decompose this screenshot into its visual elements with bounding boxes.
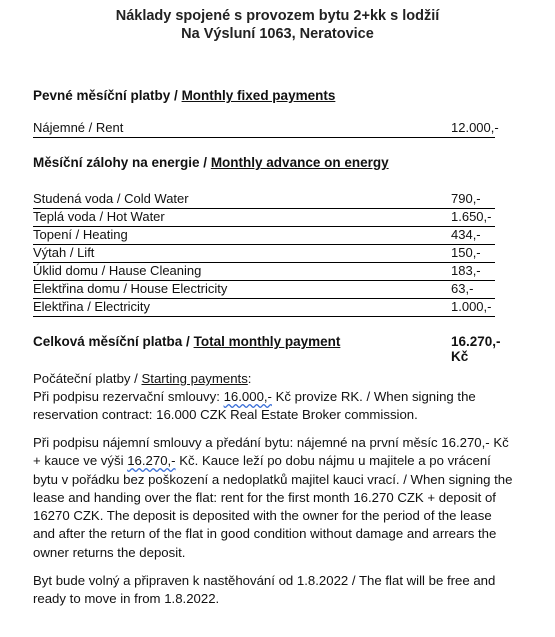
reservation-text-b: Kč provize RK. / When signing the reservation contract: 16.000 CZK Real Estate Broker commission. [33, 389, 476, 423]
hot-water-amount: 1.650,- [451, 209, 492, 224]
document-title-line-2: Na Výsluní 1063, Neratovice [181, 26, 374, 42]
electricity-row [33, 299, 495, 317]
rent-label: Nájemné / Rent [33, 120, 124, 135]
move-in-paragraph: Byt bude volný a připraven k nastěhování od 1.8.2022 / The flat will be free and ready to move in from 1.8.2022. [33, 573, 496, 607]
cold-water-label: Studená voda / Cold Water [33, 191, 189, 206]
lease-amount: 16.270,- [127, 453, 176, 469]
starting-heading-en: Starting payments [141, 371, 248, 386]
reservation-paragraph [33, 388, 513, 425]
total-label-en: Total monthly payment [193, 334, 341, 349]
reservation-amount: 16.000,- [223, 389, 272, 404]
house-cleaning-amount: 183,- [451, 263, 481, 278]
energy-heading-cz: Měsíční zálohy na energie / [33, 155, 211, 170]
hot-water-label: Teplá voda / Hot Water [33, 209, 165, 224]
fixed-payments-heading-en: Monthly fixed payments [181, 88, 336, 103]
house-cleaning-row [33, 263, 495, 281]
rent-row [33, 120, 499, 138]
hot-water-row [33, 209, 495, 227]
rent-amount: 12.000,- [451, 120, 499, 135]
electricity-label: Elektřina / Electricity [33, 299, 151, 314]
lease-text-b: Kč. Kauce leží po dobu nájmu u majitele a po vrácení bytu v pořádku bez poškození a nedoplatků majitel kauci vrací. / When signing the lease and handing over the flat: rent for the first month 16.270 CZK + deposit of 16270 CZK. The deposit is deposited with the owner for the period of the lease and after the return of the flat in good condition without damage and arrears the owner returns the deposit. [33, 453, 513, 560]
starting-heading-colon: : [247, 371, 252, 386]
lift-row [33, 245, 495, 263]
cold-water-row [33, 191, 495, 209]
starting-payments-heading [33, 370, 513, 388]
house-electricity-label: Elektřina domu / House Electricity [33, 281, 228, 296]
lease-paragraph [33, 434, 513, 562]
electricity-amount: 1.000,- [451, 299, 492, 314]
heating-label: Topení / Heating [33, 227, 128, 242]
fixed-payments-heading [33, 88, 335, 103]
total-amount: 16.270,- Kč [451, 334, 501, 364]
document-title-line-1: Náklady spojené s provozem bytu 2+kk s lodžií [115, 8, 440, 24]
reservation-text-a: Při podpisu rezervační smlouvy: [33, 389, 224, 404]
house-electricity-row [33, 281, 495, 299]
heating-amount: 434,- [451, 227, 481, 242]
energy-advance-heading [33, 155, 389, 170]
house-electricity-amount: 63,- [451, 281, 474, 296]
house-cleaning-label: Úklid domu / Hause Cleaning [33, 263, 202, 278]
starting-heading-cz: Počáteční platby / [33, 371, 142, 386]
total-monthly-payment [33, 334, 521, 364]
heating-row [33, 227, 495, 245]
energy-heading-en: Monthly advance on energy [210, 155, 389, 170]
total-label-cz: Celková měsíční platba / [33, 334, 194, 349]
lift-label: Výtah / Lift [33, 245, 95, 260]
lift-amount: 150,- [451, 245, 481, 260]
fixed-payments-heading-cz: Pevné měsíční platby / [33, 88, 182, 103]
cold-water-amount: 790,- [451, 191, 481, 206]
lease-text-a: Při podpisu nájemní smlouvy a předání bytu: nájemné na první měsíc 16.270,- Kč + kauce ve výši [33, 435, 509, 469]
